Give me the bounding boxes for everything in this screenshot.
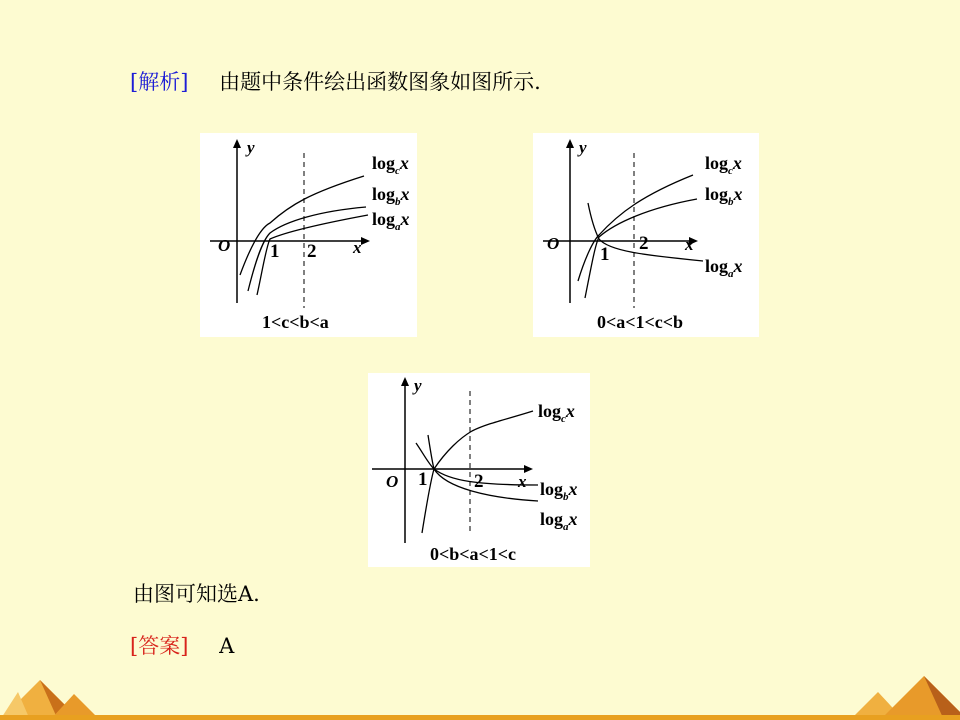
pyramid-right-decor	[840, 670, 960, 720]
tick-1-label: 1	[270, 241, 280, 262]
analysis-line	[130, 66, 541, 96]
x-label: x	[518, 472, 527, 491]
curve-log-c	[578, 175, 693, 281]
label-log-c: $\log_cx$	[705, 153, 742, 177]
label-log-a: $\log_ax$	[540, 509, 578, 533]
graph-2-svg	[533, 133, 759, 337]
x-axis-arrow	[361, 237, 370, 245]
graph-panel-2	[533, 133, 759, 337]
y-label: y	[247, 138, 255, 157]
label-log-b: $\log_bx$	[372, 184, 410, 208]
graph-panel-1	[200, 133, 417, 337]
tick-2-label: 2	[474, 471, 484, 492]
answer-value: A	[219, 634, 235, 658]
tick-2-label: 2	[307, 241, 317, 262]
label-log-c: $\log_cx$	[372, 153, 409, 177]
label-log-c: $\log_cx$	[538, 401, 575, 425]
analysis-text: 由题中条件绘出函数图象如图所示.	[219, 70, 541, 94]
label-log-a: $\log_ax$	[372, 209, 410, 233]
bottom-decor-bar	[0, 715, 960, 720]
origin-label: O	[218, 236, 231, 255]
answer-line	[130, 630, 234, 660]
origin-label: O	[547, 234, 560, 253]
caption: 0<b<a<1<c	[430, 544, 517, 564]
y-axis-arrow	[566, 139, 574, 148]
caption: 0<a<1<c<b	[597, 312, 684, 332]
graph-3-svg	[368, 373, 590, 567]
label-log-b: $\log_bx$	[540, 479, 578, 503]
curve-log-c	[240, 176, 364, 275]
x-label: x	[685, 235, 694, 254]
graph-1-svg	[200, 133, 417, 337]
graph-panel-3	[368, 373, 590, 567]
label-log-a: $\log_ax$	[705, 256, 743, 280]
y-label: y	[414, 376, 422, 395]
conclusion-text: 由图可知选A.	[133, 582, 260, 606]
tick-1-label: 1	[600, 244, 610, 265]
answer-tag: [答案]	[130, 634, 189, 658]
pyramid-left-decor	[0, 672, 110, 720]
x-label: x	[353, 238, 362, 257]
y-axis-arrow	[401, 377, 409, 386]
caption: 1<c<b<a	[262, 312, 329, 332]
label-log-b: $\log_bx$	[705, 184, 743, 208]
y-label: y	[579, 138, 587, 157]
y-axis-arrow	[233, 139, 241, 148]
tick-1-label: 1	[418, 469, 428, 490]
tick-2-label: 2	[639, 233, 649, 254]
origin-label: O	[386, 472, 399, 491]
analysis-tag: [解析]	[130, 70, 189, 94]
